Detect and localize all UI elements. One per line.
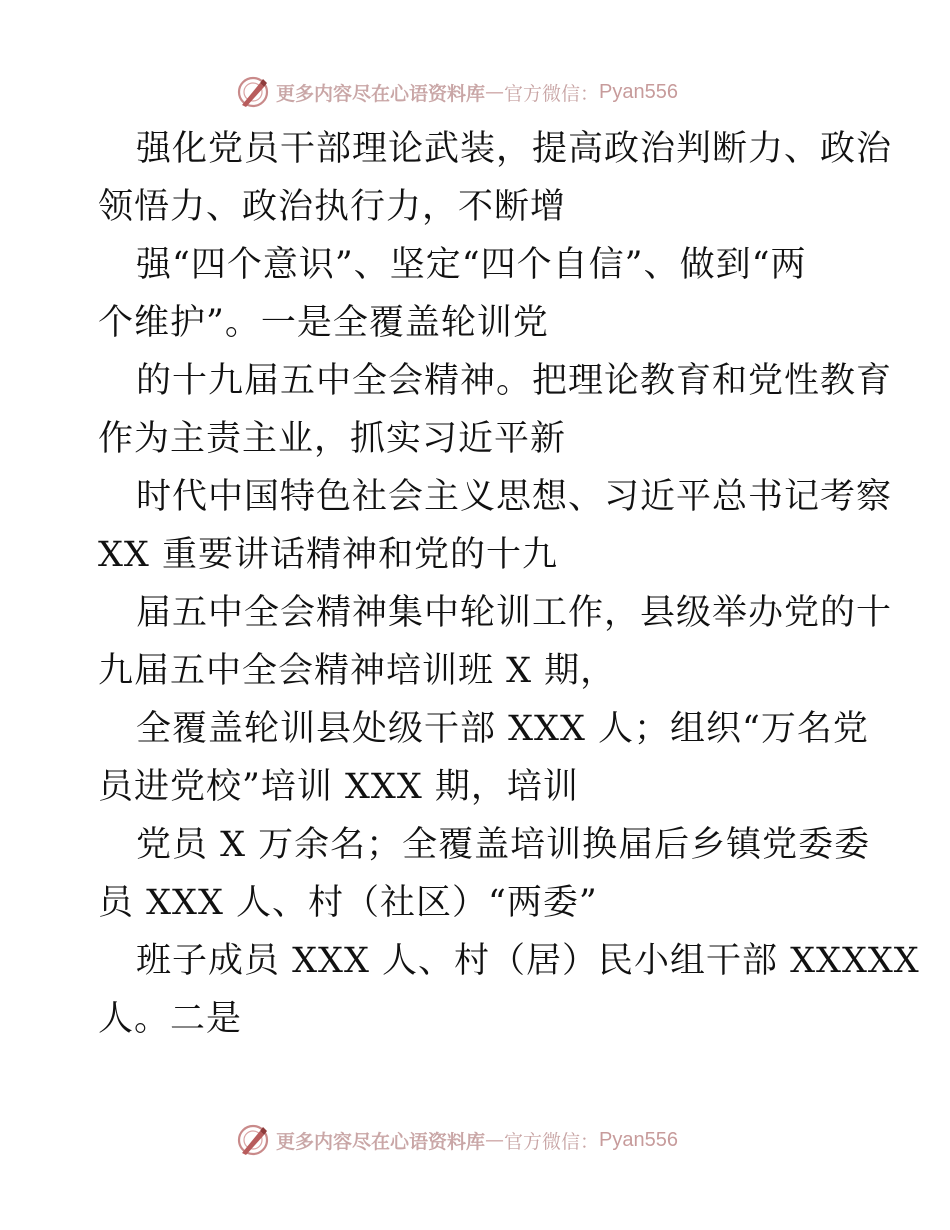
banner-wechat-id: Pyan556	[599, 80, 678, 103]
text-line: 领悟力、政治执行力，不断增	[98, 187, 567, 227]
text-line: 全覆盖轮训县处级干部 XXX 人；组织“万名党	[136, 709, 869, 749]
text-line: 员 XXX 人、村（社区）“两委”	[98, 883, 598, 923]
footer-banner	[0, 1120, 950, 1160]
document-body	[98, 120, 920, 1048]
text-line: 届五中全会精神集中轮训工作，县级举办党的十	[136, 593, 893, 633]
banner-dash: —	[485, 1129, 505, 1151]
banner-dash: —	[485, 81, 505, 103]
text-line: 九届五中全会精神培训班 X 期，	[98, 651, 617, 691]
text-line: 个维护”。一是全覆盖轮训党	[98, 303, 549, 343]
banner-title: 更多内容尽在心语资料库	[276, 82, 486, 105]
pen-logo-icon	[236, 75, 270, 109]
text-line: 强“四个意识”、坚定“四个自信”、做到“两	[136, 245, 807, 285]
banner-official-label: 官方微信：	[504, 82, 600, 105]
text-line: 班子成员 XXX 人、村（居）民小组干部 XXXXX	[136, 941, 920, 981]
text-line: 强化党员干部理论武装，提高政治判断力、政治	[136, 129, 893, 169]
text-line: 党员 X 万余名；全覆盖培训换届后乡镇党委委	[136, 825, 871, 865]
banner-official-label: 官方微信：	[504, 1130, 600, 1153]
banner-title: 更多内容尽在心语资料库	[276, 1130, 486, 1153]
text-line: 的十九届五中全会精神。把理论教育和党性教育	[136, 361, 893, 401]
text-line: 时代中国特色社会主义思想、习近平总书记考察	[136, 477, 893, 517]
pen-logo-icon	[236, 1123, 270, 1157]
text-line: 人。二是	[98, 999, 243, 1039]
text-line: 作为主责主业，抓实习近平新	[98, 419, 567, 459]
header-banner	[0, 72, 950, 112]
text-line: XX 重要讲话精神和党的十九	[98, 535, 558, 575]
text-line: 员进党校”培训 XXX 期，培训	[98, 767, 579, 807]
banner-wechat-id: Pyan556	[599, 1128, 678, 1151]
